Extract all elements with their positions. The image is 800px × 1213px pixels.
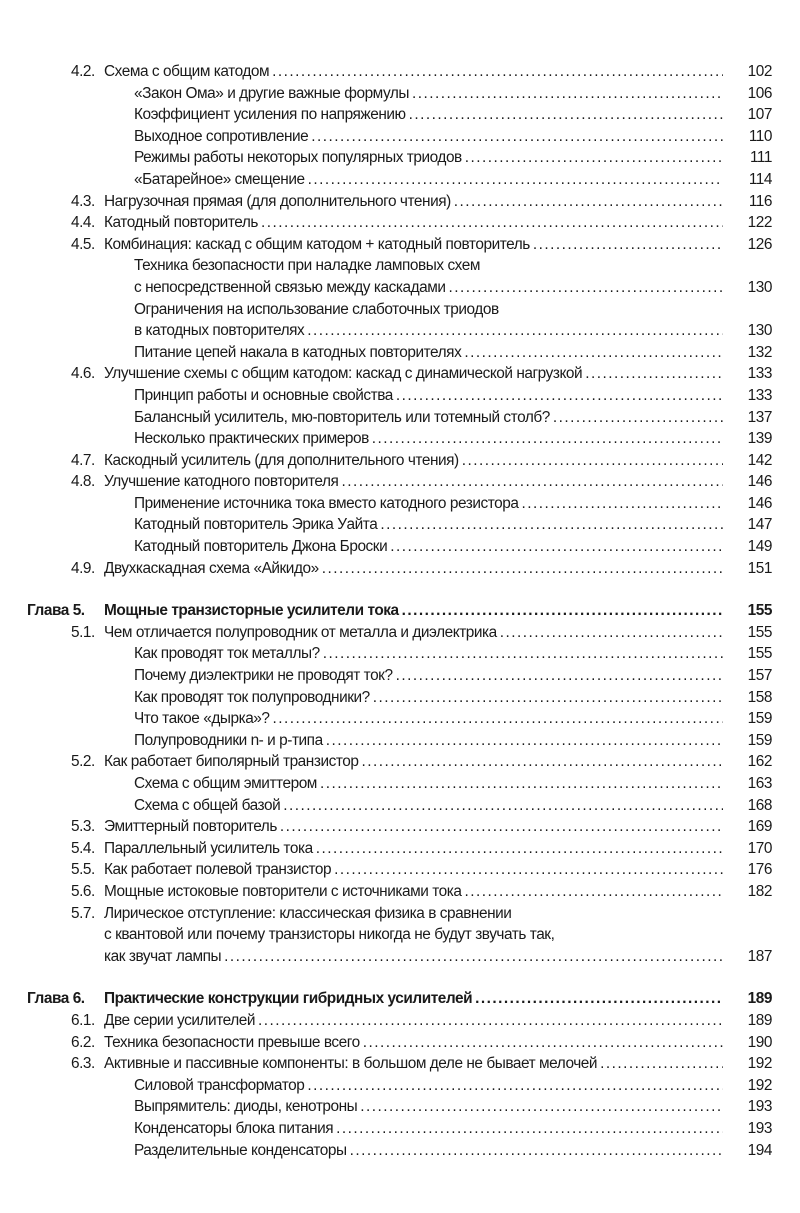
dot-leader [465, 147, 723, 169]
entry-title: Почему диэлектрики не проводят ток? [134, 667, 393, 685]
section-number: 4.5. [71, 235, 95, 253]
dot-leader [261, 212, 723, 234]
chapter-label: Глава 6. [27, 990, 85, 1008]
entry-title: Коэффициент усиления по напряжению [134, 106, 406, 124]
toc-entry[interactable] [0, 708, 800, 730]
page-number: 193 [747, 1098, 772, 1116]
page-number: 133 [747, 365, 772, 383]
page-number: 149 [747, 538, 772, 556]
entry-title: Техника безопасности при наладке ламповых схем [134, 257, 480, 275]
dot-leader [283, 795, 723, 817]
dot-leader [272, 61, 723, 83]
entry-title: Что такое «дырка»? [134, 710, 270, 728]
toc-entry[interactable] [0, 428, 800, 450]
toc-entry[interactable] [0, 1075, 800, 1097]
toc-entry[interactable] [0, 147, 800, 169]
page-number: 157 [747, 667, 772, 685]
entry-title: Как работает биполярный транзистор [104, 753, 359, 771]
entry-title: Мощные истоковые повторители с источниками тока [104, 882, 462, 900]
dot-leader [362, 751, 724, 773]
entry-title: Параллельный усилитель тока [104, 839, 313, 857]
toc-chapter-6[interactable] [0, 988, 800, 1010]
page-number: 168 [747, 796, 772, 814]
page-number: 176 [747, 861, 772, 879]
toc-entry-4-6[interactable] [0, 363, 800, 385]
dot-leader [500, 622, 723, 644]
toc-entry-4-9[interactable] [0, 558, 800, 580]
dot-leader [412, 83, 723, 105]
entry-title: Две серии усилителей [104, 1011, 256, 1029]
chapter-label: Глава 5. [27, 602, 85, 620]
page-number: 130 [747, 278, 772, 296]
toc-entry-6-2[interactable] [0, 1032, 800, 1054]
toc-entry[interactable] [0, 514, 800, 536]
page-number: 162 [747, 753, 772, 771]
dot-leader [350, 1140, 723, 1162]
toc-entry[interactable] [0, 255, 800, 277]
section-number: 4.6. [71, 365, 95, 383]
section-number: 4.4. [71, 214, 95, 232]
toc-entry[interactable] [0, 126, 800, 148]
page-number: 142 [747, 451, 772, 469]
section-number: 6.3. [71, 1055, 95, 1073]
toc-entry-4-5[interactable] [0, 234, 800, 256]
toc-entry[interactable] [0, 277, 800, 299]
dot-leader [464, 881, 723, 903]
toc-entry-5-3[interactable] [0, 816, 800, 838]
dot-leader [363, 1032, 723, 1054]
toc-entry[interactable] [0, 493, 800, 515]
section-number: 4.8. [71, 473, 95, 491]
entry-title: «Батарейное» смещение [134, 170, 305, 188]
page-number: 130 [747, 322, 772, 340]
dot-leader [600, 1053, 723, 1075]
dot-leader [380, 514, 723, 536]
entry-title: Ограничения на использование слаботочных триодов [134, 300, 499, 318]
entry-title: Каскодный усилитель (для дополнительного чтения) [104, 451, 459, 469]
page-number: 159 [747, 731, 772, 749]
entry-title: Выпрямитель: диоды, кенотроны [134, 1098, 358, 1116]
page-number: 163 [747, 775, 772, 792]
dot-leader [311, 126, 723, 148]
entry-title: Схема с общим катодом [104, 63, 270, 80]
section-number: 5.2. [71, 753, 95, 771]
toc-entry-4-8[interactable] [0, 471, 800, 493]
toc-chapter-5[interactable] [0, 600, 800, 622]
dot-leader [308, 169, 723, 191]
entry-title: Комбинация: каскад с общим катодом + катодный повторитель [104, 235, 530, 253]
toc-entry-5-4[interactable] [0, 838, 800, 860]
page-number: 169 [747, 818, 772, 836]
dot-leader [320, 773, 723, 795]
entry-title: Балансный усилитель, мю-повторитель или тотемный столб? [134, 408, 550, 426]
dot-leader [521, 493, 723, 515]
page-number: 187 [747, 947, 772, 965]
toc-entry[interactable] [0, 342, 800, 364]
dot-leader [462, 450, 723, 472]
dot-leader [372, 428, 723, 450]
page-number: 122 [747, 214, 772, 232]
dot-leader [449, 277, 724, 299]
toc-entry[interactable] [0, 83, 800, 105]
page-number: 111 [749, 149, 772, 167]
entry-title: Выходное сопротивление [134, 127, 309, 145]
entry-title: Применение источника тока вместо катодного резистора [134, 494, 519, 512]
chapter-title: Мощные транзисторные усилители тока [104, 602, 399, 620]
toc-entry-continuation[interactable] [0, 946, 800, 968]
page-number: 132 [747, 343, 772, 361]
section-number: 5.1. [71, 623, 95, 641]
entry-title: Как проводят ток металлы? [134, 645, 320, 663]
section-number: 6.2. [71, 1033, 95, 1051]
toc-entry-6-3[interactable] [0, 1053, 800, 1075]
entry-title: Режимы работы некоторых популярных триодов [134, 149, 462, 167]
entry-title: Лирическое отступление: классическая физика в сравнении [104, 904, 512, 922]
section-number: 5.6. [71, 882, 95, 900]
toc-entry-4-7[interactable] [0, 450, 800, 472]
toc-entry-5-2[interactable] [0, 751, 800, 773]
chapter-title: Практические конструкции гибридных усилителей [104, 990, 473, 1008]
entry-title: Питание цепей накала в катодных повторителях [134, 343, 462, 361]
entry-title: Активные и пассивные компоненты: в большом деле не бывает мелочей [104, 1055, 598, 1073]
page-number: 182 [747, 882, 772, 900]
entry-title: Чем отличается полупроводник от металла и диэлектрика [104, 623, 497, 641]
entry-title: с непосредственной связью между каскадами [134, 278, 446, 296]
dot-leader [326, 730, 723, 752]
entry-title: в катодных повторителях [134, 322, 305, 340]
page-number: 155 [747, 623, 772, 641]
page-number: 189 [747, 1011, 772, 1029]
dot-leader [373, 687, 723, 709]
dot-leader [307, 1075, 723, 1097]
toc-entry-continuation[interactable] [0, 924, 800, 946]
dot-leader [454, 191, 723, 213]
page-number: 159 [747, 710, 772, 728]
page-number: 192 [747, 1076, 772, 1094]
dot-leader [396, 665, 723, 687]
toc-entry[interactable] [0, 407, 800, 429]
dot-leader [390, 536, 723, 558]
toc-entry-6-1[interactable] [0, 1010, 800, 1032]
toc-entry[interactable] [0, 730, 800, 752]
page-number: 158 [747, 688, 772, 706]
dot-leader [360, 1096, 723, 1118]
page-number: 170 [747, 839, 772, 857]
section-number: 4.7. [71, 451, 95, 469]
section-number: 4.9. [71, 559, 95, 577]
dot-leader [280, 816, 723, 838]
section-number: 5.3. [71, 818, 95, 836]
page-number: 194 [747, 1141, 772, 1159]
entry-title: Конденсаторы блока питания [134, 1119, 334, 1137]
dot-leader [316, 838, 723, 860]
toc-entry-5-1[interactable] [0, 622, 800, 644]
toc-entry[interactable] [0, 795, 800, 817]
toc-entry[interactable] [0, 1096, 800, 1118]
page-number: 190 [747, 1033, 772, 1051]
toc-entry-5-7[interactable] [0, 903, 800, 925]
entry-title: Принцип работы и основные свойства [134, 386, 393, 404]
entry-title: Схема с общей базой [134, 796, 281, 814]
entry-title: Схема с общим эмиттером [134, 775, 317, 792]
toc-entry[interactable] [0, 536, 800, 558]
toc-entry[interactable] [0, 773, 800, 795]
entry-title: Двухкаскадная схема «Айкидо» [104, 559, 319, 577]
page-number: 114 [748, 170, 772, 188]
toc-entry[interactable] [0, 104, 800, 126]
dot-leader [585, 363, 723, 385]
dot-leader [322, 558, 723, 580]
dot-leader [323, 643, 723, 665]
page-number: 146 [747, 473, 772, 491]
section-number: 6.1. [71, 1011, 95, 1029]
dot-leader [334, 859, 723, 881]
dot-leader [258, 1010, 723, 1032]
toc-entry[interactable] [0, 320, 800, 342]
entry-title: Катодный повторитель [104, 214, 258, 232]
toc-entry-4-2[interactable] [0, 61, 800, 83]
toc-entry-5-5[interactable] [0, 859, 800, 881]
toc-entry[interactable] [0, 687, 800, 709]
dot-leader [475, 988, 723, 1010]
page-number: 133 [747, 386, 772, 404]
entry-title: Полупроводники n- и p-типа [134, 731, 323, 749]
page-number: 137 [747, 408, 772, 426]
dot-leader [307, 320, 723, 342]
entry-title: Силовой трансформатор [134, 1076, 305, 1094]
entry-title: Нагрузочная прямая (для дополнительного чтения) [104, 192, 451, 210]
entry-title: как звучат лампы [104, 947, 222, 965]
entry-title: Улучшение схемы с общим катодом: каскад с динамической нагрузкой [104, 365, 583, 383]
dot-leader [336, 1118, 723, 1140]
toc-entry[interactable] [0, 385, 800, 407]
page-number: 146 [747, 494, 772, 512]
section-number: 5.5. [71, 861, 95, 879]
dot-leader [402, 600, 723, 622]
entry-title: Как работает полевой транзистор [104, 861, 332, 879]
toc-entry-5-6[interactable] [0, 881, 800, 903]
page-number: 107 [747, 106, 772, 124]
page-number: 155 [747, 602, 772, 620]
section-number: 5.4. [71, 839, 95, 857]
dot-leader [409, 104, 723, 126]
entry-title: Улучшение катодного повторителя [104, 473, 339, 491]
section-number: 5.7. [71, 904, 95, 922]
page-number: 189 [747, 990, 772, 1008]
page-number: 151 [747, 559, 772, 577]
page-number: 126 [747, 235, 772, 253]
page-number: 102 [747, 63, 772, 80]
page-number: 116 [748, 192, 772, 210]
entry-title: Разделительные конденсаторы [134, 1141, 347, 1159]
page-number: 147 [747, 516, 772, 534]
dot-leader [553, 407, 723, 429]
section-number: 4.3. [71, 192, 95, 210]
page-number: 192 [747, 1055, 772, 1073]
toc-entry[interactable] [0, 643, 800, 665]
entry-title: Эмиттерный повторитель [104, 818, 277, 836]
entry-title: «Закон Ома» и другие важные формулы [134, 84, 410, 102]
entry-title: Техника безопасности превыше всего [104, 1033, 360, 1051]
entry-title: Катодный повторитель Джона Броски [134, 538, 388, 556]
page-number: 110 [748, 127, 772, 145]
dot-leader [224, 946, 723, 968]
dot-leader [396, 385, 723, 407]
toc-entry-4-3[interactable] [0, 191, 800, 213]
dot-leader [464, 342, 723, 364]
page-number: 193 [747, 1119, 772, 1137]
toc-entry[interactable] [0, 299, 800, 321]
dot-leader [341, 471, 723, 493]
entry-title: с квантовой или почему транзисторы никогда не будут звучать так, [104, 926, 555, 944]
dot-leader [533, 234, 723, 256]
entry-title: Несколько практических примеров [134, 430, 369, 448]
toc-entry[interactable] [0, 1118, 800, 1140]
dot-leader [273, 708, 723, 730]
toc-entry[interactable] [0, 169, 800, 191]
section-number: 4.2. [71, 63, 95, 80]
table-of-contents [0, 61, 800, 1161]
toc-entry-4-4[interactable] [0, 212, 800, 234]
entry-title: Катодный повторитель Эрика Уайта [134, 516, 378, 534]
toc-entry[interactable] [0, 665, 800, 687]
page-number: 155 [747, 645, 772, 663]
page-number: 139 [747, 430, 772, 448]
page-number: 106 [747, 84, 772, 102]
toc-entry[interactable] [0, 1140, 800, 1162]
entry-title: Как проводят ток полупроводники? [134, 688, 370, 706]
